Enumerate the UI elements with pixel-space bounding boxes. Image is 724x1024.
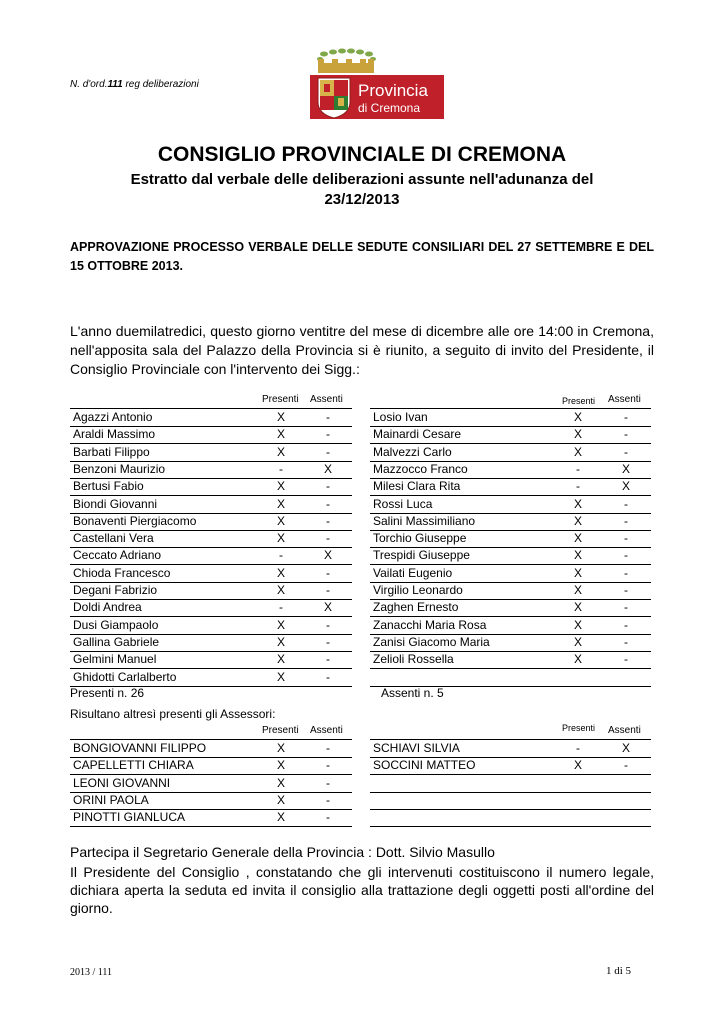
col-assenti-assessori-left: Assenti (310, 725, 343, 736)
table-row (370, 617, 651, 635)
assenti-mark: - (326, 758, 330, 773)
presenti-mark: X (573, 565, 582, 580)
assessori-intro: Risultano altresì presenti gli Assessori: (70, 707, 276, 721)
member-name: Torchio Giuseppe (373, 531, 467, 546)
member-name: CAPELLETTI CHIARA (73, 758, 194, 773)
presenti-mark: X (276, 669, 285, 684)
member-name: Agazzi Antonio (73, 410, 153, 424)
presenti-mark: - (279, 548, 283, 563)
table-row (370, 478, 651, 496)
member-name: Mainardi Cesare (373, 427, 462, 442)
table-row (370, 634, 651, 652)
member-name: Vailati Eugenio (373, 565, 453, 580)
table-row (370, 599, 651, 617)
presenti-mark: X (573, 652, 582, 667)
assenti-mark: - (326, 792, 330, 807)
table-row (70, 444, 352, 462)
member-name: Chioda Francesco (73, 565, 171, 580)
assenti-mark: - (624, 444, 628, 459)
intro-paragraph: L'anno duemilatredici, questo giorno ventitre del mese di dicembre alle ore 14:00 in Cremona, nell'apposita sala del Palazzo della Provincia si è riunito, a seguito di invito del Presidente, il Consiglio Provinciale con l'intervento dei Sigg.: (70, 323, 654, 377)
assenti-mark: - (624, 600, 628, 615)
presenti-mark: X (276, 617, 285, 632)
assenti-mark: - (326, 652, 330, 667)
presenti-mark: - (576, 741, 580, 755)
assenti-mark: - (326, 444, 330, 459)
assenti-mark: - (326, 496, 330, 511)
table-row (70, 582, 352, 600)
presenti-mark: X (276, 531, 285, 546)
empty-row (370, 775, 651, 793)
crown-icon (318, 59, 374, 73)
col-assenti-left: Assenti (310, 394, 343, 405)
presenti-mark: - (279, 600, 283, 615)
shield-icon (318, 78, 350, 118)
member-name: Doldi Andrea (73, 600, 142, 615)
presenti-mark: X (573, 444, 582, 459)
presenti-mark: X (276, 496, 285, 511)
member-name: BONGIOVANNI FILIPPO (73, 741, 207, 755)
svg-text:di Cremona: di Cremona (358, 101, 421, 115)
assenti-mark: - (326, 810, 330, 825)
presenti-mark: X (276, 758, 285, 773)
assenti-mark: - (624, 531, 628, 546)
presenti-total: Presenti n. 26 (70, 686, 145, 700)
assenti-mark: - (624, 548, 628, 563)
col-assenti-assessori-right: Assenti (608, 725, 641, 736)
member-name: Malvezzi Carlo (373, 444, 452, 459)
presenti-mark: - (576, 461, 580, 476)
assenti-mark: - (326, 775, 330, 790)
presenti-mark: X (276, 741, 285, 755)
member-name: Gallina Gabriele (73, 634, 160, 649)
presenti-mark: X (573, 548, 582, 563)
assenti-mark: X (621, 479, 630, 494)
table-row (70, 634, 352, 652)
svg-text:Provincia: Provincia (358, 81, 428, 100)
assenti-mark: X (323, 461, 332, 476)
table-row (370, 409, 651, 427)
member-name: Rossi Luca (373, 496, 433, 511)
assenti-mark: - (624, 583, 628, 597)
presenti-mark: X (573, 531, 582, 546)
presenti-mark: X (276, 810, 285, 825)
presenti-mark: X (573, 634, 582, 649)
table-row (370, 530, 651, 548)
presenti-mark: X (276, 565, 285, 580)
member-name: Araldi Massimo (73, 427, 156, 442)
member-name: Bertusi Fabio (73, 479, 144, 494)
provincia-logo (302, 46, 444, 121)
member-name: Ceccato Adriano (73, 548, 162, 563)
presenti-mark: X (276, 792, 285, 807)
assenti-mark: X (323, 548, 332, 563)
page-number: 1 di 5 (606, 965, 632, 977)
col-presenti-assessori-right: Presenti (562, 723, 596, 733)
col-presenti-left: Presenti (262, 394, 299, 405)
member-name: Dusi Giampaolo (73, 617, 159, 632)
member-name: Salini Massimiliano (373, 513, 476, 528)
assenti-mark: - (326, 410, 330, 424)
col-assenti-right: Assenti (608, 394, 641, 405)
presenti-mark: X (573, 600, 582, 615)
member-name: PINOTTI GIANLUCA (73, 810, 186, 825)
assenti-mark: - (326, 531, 330, 546)
member-name: Bonaventi Piergiacomo (73, 513, 197, 528)
presenti-mark: X (276, 444, 285, 459)
assenti-mark: - (326, 583, 330, 597)
member-name: Gelmini Manuel (73, 652, 157, 667)
member-name: Trespidi Giuseppe (373, 548, 470, 563)
closing-paragraph: Il Presidente del Consiglio , constatando che gli intervenuti costituiscono il numero legale, dichiara aperta la seduta ed invita il consiglio alla trattazione degli oggetti posti all'ordine del giorno. (70, 864, 654, 916)
table-row (370, 651, 651, 669)
member-name: SOCCINI MATTEO (373, 758, 476, 773)
member-name: Zaghen Ernesto (373, 600, 459, 615)
reg-number: N. d'ord.111 reg deliberazioni (70, 79, 199, 90)
table-row (370, 426, 651, 444)
presenti-mark: X (573, 583, 582, 597)
table-row (370, 582, 651, 600)
assenti-mark: - (326, 479, 330, 494)
presenti-mark: X (573, 496, 582, 511)
table-row (70, 775, 352, 793)
table-row (370, 547, 651, 565)
table-row (370, 444, 651, 462)
assenti-total: Assenti n. 5 (381, 686, 444, 700)
member-name: Biondi Giovanni (73, 496, 158, 511)
table-row (70, 426, 352, 444)
presenti-mark: X (276, 427, 285, 442)
member-name: Ghidotti Carlalberto (73, 669, 177, 684)
member-name: Zanacchi Maria Rosa (373, 617, 487, 632)
member-name: Barbati Filippo (73, 444, 150, 459)
assenti-mark: X (323, 600, 332, 615)
assenti-mark: X (621, 741, 630, 755)
assenti-mark: - (624, 758, 628, 773)
assenti-mark: X (621, 461, 630, 476)
presenti-mark: X (276, 513, 285, 528)
member-name: Benzoni Maurizio (73, 461, 166, 476)
member-name: ORINI PAOLA (73, 792, 149, 807)
table-row (70, 461, 352, 479)
presenti-mark: X (276, 583, 285, 597)
assenti-mark: - (624, 634, 628, 649)
presenti-mark: X (573, 410, 582, 424)
presenti-mark: - (279, 461, 283, 476)
assenti-mark: - (326, 669, 330, 684)
table-row (70, 599, 352, 617)
table-row (70, 530, 352, 548)
assenti-mark: - (326, 513, 330, 528)
presenti-mark: X (276, 775, 285, 790)
table-row (70, 651, 352, 669)
assenti-mark: - (624, 617, 628, 632)
table-row (370, 565, 651, 583)
empty-row (370, 669, 651, 687)
table-row (370, 496, 651, 514)
member-name: Losio Ivan (373, 410, 428, 424)
member-name: Degani Fabrizio (73, 583, 158, 597)
presenti-mark: X (276, 652, 285, 667)
member-name: LEONI GIOVANNI (73, 775, 171, 790)
assenti-mark: - (624, 496, 628, 511)
table-row (70, 513, 352, 531)
table-row (70, 565, 352, 583)
presenti-mark: X (276, 634, 285, 649)
presenti-mark: X (276, 479, 285, 494)
member-name: Mazzocco Franco (373, 461, 468, 476)
presenti-mark: X (573, 513, 582, 528)
table-row (70, 478, 352, 496)
secretary-line: Partecipa il Segretario Generale della Provincia : Dott. Silvio Masullo (70, 844, 495, 860)
empty-row (370, 809, 651, 827)
table-row (370, 513, 651, 531)
table-row (70, 409, 352, 427)
assenti-mark: - (624, 565, 628, 580)
assenti-mark: - (624, 513, 628, 528)
table-row (70, 792, 352, 810)
assenti-mark: - (326, 427, 330, 442)
table-row (70, 496, 352, 514)
member-name: Milesi Clara Rita (373, 479, 461, 494)
assenti-mark: - (326, 741, 330, 755)
member-name: SCHIAVI SILVIA (373, 741, 460, 755)
presenti-mark: X (573, 617, 582, 632)
member-name: Zanisi Giacomo Maria (373, 634, 490, 649)
member-name: Virgilio Leonardo (373, 583, 463, 597)
empty-row (370, 792, 651, 810)
table-row (70, 669, 352, 687)
presenti-mark: X (276, 410, 285, 424)
assenti-mark: - (326, 617, 330, 632)
col-presenti-assessori-left: Presenti (262, 725, 299, 736)
footer-reference: 2013 / 111 (70, 967, 113, 978)
table-row (370, 461, 651, 479)
deliberation-subject: APPROVAZIONE PROCESSO VERBALE DELLE SEDUTE CONSILIARI DEL 27 SETTEMBRE E DEL 15 OTTOBRE 2013. (70, 240, 654, 273)
table-row (70, 617, 352, 635)
presenti-mark: - (576, 479, 580, 494)
assenti-mark: - (624, 427, 628, 442)
assenti-mark: - (624, 652, 628, 667)
member-name: Castellani Vera (73, 531, 154, 546)
table-row (70, 809, 352, 827)
table-row (70, 757, 352, 775)
assenti-mark: - (326, 565, 330, 580)
member-name: Zelioli Rossella (373, 652, 454, 667)
table-row (370, 757, 651, 775)
table-row (70, 547, 352, 565)
table-row (370, 740, 651, 758)
table-row (70, 740, 352, 758)
presenti-mark: X (573, 427, 582, 442)
presenti-mark: X (573, 758, 582, 773)
page-subtitle: Estratto dal verbale delle deliberazioni assunte nell'adunanza del 23/12/2013 (130, 171, 594, 208)
page-title: CONSIGLIO PROVINCIALE DI CREMONA (157, 143, 567, 166)
col-presenti-right: Presenti (562, 396, 596, 406)
assenti-mark: - (326, 634, 330, 649)
assenti-mark: - (624, 410, 628, 424)
